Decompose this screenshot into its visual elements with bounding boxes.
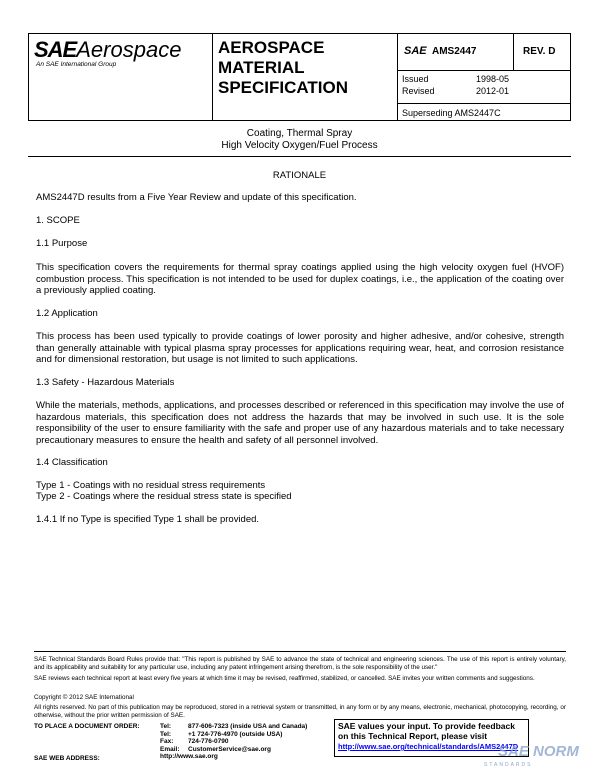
header-divider xyxy=(212,33,213,121)
footer-divider xyxy=(34,651,566,652)
scope-heading: 1. SCOPE xyxy=(36,215,80,226)
clause-1-4-1: 1.4.1 If no Type is specified Type 1 shall be provided. xyxy=(36,514,260,525)
revision-label: REV. D xyxy=(523,46,556,57)
safety-text: While the materials, methods, applications, and processes described or referenced in this specification may involve the use of hazardous materials, this specification does not address the hazards that may be involved in such use. It is the sole responsibility of the user to ensure familiarity with the safe and proper use of any hazardous materials and to take necessary precautionary measures to ensure the health and safety of all personnel involved. xyxy=(36,400,564,446)
rationale-heading: RATIONALE xyxy=(272,170,327,181)
subtitle-divider xyxy=(28,156,571,157)
header-divider xyxy=(513,33,514,70)
issued-date: 1998-05 xyxy=(476,74,510,84)
purpose-heading: 1.1 Purpose xyxy=(36,238,88,249)
header-divider xyxy=(397,70,571,71)
superseding-note: Superseding AMS2447C xyxy=(402,108,501,118)
feedback-link[interactable]: http://www.sae.org/technical/standards/AMS2447D xyxy=(338,742,519,751)
purpose-text: This specification covers the requirements for thermal spray coatings applied using the high velocity oxygen fuel (HVOF) combustion process. This specification is not intended to be used for duplex coatings, i.e., the application of the coating over a previously applied coating. xyxy=(36,262,564,296)
type-1-text: Type 1 - Coatings with no residual stress requirements xyxy=(36,480,266,491)
feedback-box: SAE values your input. To provide feedback on this Technical Report, please visit http://www.sae.org/technical/standards/AMS2447D xyxy=(334,719,529,757)
contact-labels: Tel: Tel: Fax: Email: http://www.sae.org xyxy=(160,723,218,760)
footer-review: SAE reviews each technical report at least every five years at which time it may be revised, reaffirmed, stabilized, or cancelled. SAE invites your written comments and suggestions. xyxy=(34,675,535,682)
document-number: AMS2447 xyxy=(432,46,477,57)
web-address-label: SAE WEB ADDRESS: xyxy=(34,755,100,762)
sae-aerospace-logo: SAEAerospace xyxy=(34,37,182,62)
footer-rules: SAE Technical Standards Board Rules provide that: "This report is published by SAE to advance the state of technical and engineering sciences. The use of this report is entirely voluntary, and its applicability and suitability for any particular use, including any patent infringement arising therefrom, is the sole responsibility of the user." xyxy=(34,656,566,671)
page-title: AEROSPACE MATERIAL SPECIFICATION xyxy=(218,38,349,97)
watermark-logo: SAE NORM xyxy=(498,743,579,760)
header-divider xyxy=(397,103,571,104)
issued-label: Issued xyxy=(402,74,429,84)
document-subtitle: Coating, Thermal Spray High Velocity Oxygen/Fuel Process xyxy=(221,128,378,151)
contact-values: 877-606-7323 (inside USA and Canada) +1 724-776-4970 (outside USA) 724-776-0790 CustomerService@sae.org xyxy=(188,723,308,753)
watermark-subtext: STANDARDS xyxy=(484,762,533,768)
application-heading: 1.2 Application xyxy=(36,308,98,319)
footer-copyright: Copyright © 2012 SAE International xyxy=(34,694,134,701)
header-divider xyxy=(397,33,398,121)
customer-service-email[interactable]: CustomerService@sae.org xyxy=(188,745,271,753)
revised-label: Revised xyxy=(402,86,435,96)
classification-heading: 1.4 Classification xyxy=(36,457,108,468)
rationale-text: AMS2447D results from a Five Year Review and update of this specification. xyxy=(36,192,357,203)
order-label: TO PLACE A DOCUMENT ORDER: xyxy=(34,723,140,730)
revised-date: 2012-01 xyxy=(476,86,510,96)
type-2-text: Type 2 - Coatings where the residual stress state is specified xyxy=(36,491,292,502)
application-text: This process has been used typically to provide coatings of lower porosity and higher adhesive, and/or cohesive, strength than generally attainable with typical plasma spray processes for applications requiring wear, heat, and corrosion resistance and for dimensional restoration, but usage is not limited to such applications. xyxy=(36,331,564,365)
logo-tagline: An SAE International Group xyxy=(36,61,117,68)
safety-heading: 1.3 Safety - Hazardous Materials xyxy=(36,377,175,388)
sae-mark: SAE xyxy=(404,45,427,57)
footer-rights: All rights reserved. No part of this publication may be reproduced, stored in a retrieval system or transmitted, in any form or by any means, electronic, mechanical, photocopying, recording, or otherwise, without the prior written permission of SAE. xyxy=(34,704,566,719)
